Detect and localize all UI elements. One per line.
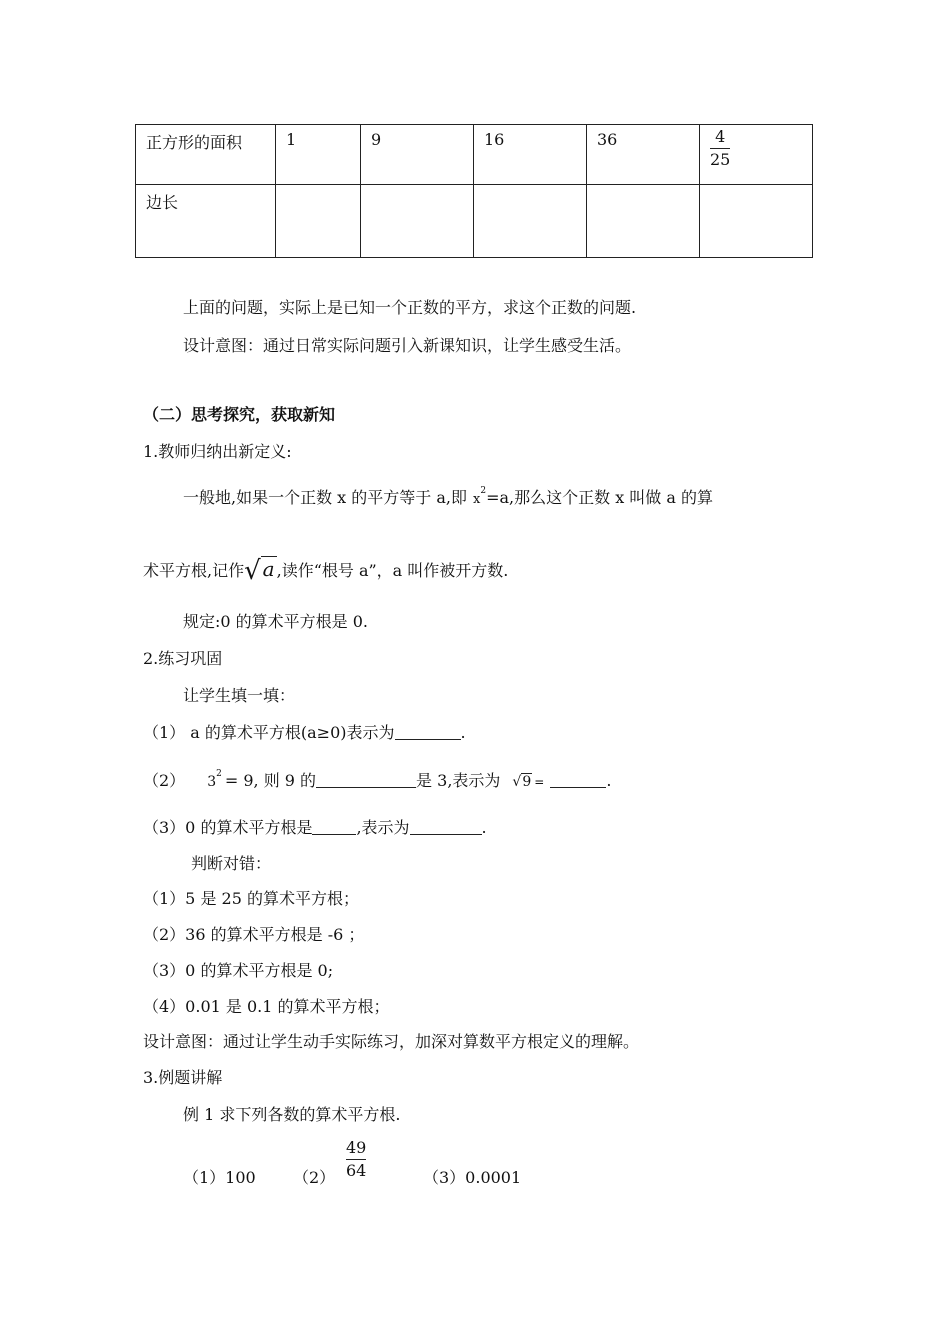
side-cell-3 xyxy=(474,185,587,258)
sqrt-radicand-a: a xyxy=(262,557,275,581)
definition-x: x xyxy=(473,492,481,507)
definition-text-d: ,读作“根号 a”，a 叫作被开方数. xyxy=(276,561,509,580)
design-intent-1: 设计意图：通过日常实际问题引入新课知识，让学生感受生活。 xyxy=(183,336,632,355)
question-3-text-b: ,表示为 xyxy=(356,818,410,837)
question-1-text: （1） a 的算术平方根(a≥0)表示为 xyxy=(143,723,395,742)
area-label-cell: 正方形的面积 xyxy=(136,125,276,185)
side-cell-1 xyxy=(276,185,361,258)
question-3-text-a: （3）0 的算术平方根是 xyxy=(143,818,313,837)
question-2-text-c: 是 3,表示为 xyxy=(416,771,501,790)
example-part-2-label: （2） xyxy=(293,1168,336,1187)
example-fraction-denominator: 64 xyxy=(346,1161,367,1180)
rule-text: 规定:0 的算术平方根是 0. xyxy=(183,612,369,631)
item-3-title: 3.例题讲解 xyxy=(143,1068,223,1087)
judge-item-1: （1）5 是 25 的算术平方根； xyxy=(143,889,359,908)
question-1 xyxy=(143,723,466,743)
side-cell-5 xyxy=(700,185,813,258)
question-2-end: . xyxy=(606,771,612,790)
question-2-exponent: 2 xyxy=(216,769,222,779)
question-2-label: （2） xyxy=(143,771,186,790)
item-2-title: 2.练习巩固 xyxy=(143,649,223,668)
judge-item-3: （3）0 的算术平方根是 0; xyxy=(143,961,334,980)
definition-line-1 xyxy=(183,481,713,510)
square-area-table xyxy=(135,124,813,258)
question-2-blank-2[interactable] xyxy=(550,771,606,788)
fraction-denominator: 25 xyxy=(710,150,731,169)
judge-heading: 判断对错： xyxy=(191,854,272,873)
question-3-blank-1[interactable] xyxy=(312,818,356,835)
fraction-4-25 xyxy=(710,127,730,170)
question-2-blank-1[interactable] xyxy=(316,771,416,788)
question-3-end: . xyxy=(481,818,487,837)
table-row-side xyxy=(136,185,813,258)
question-2-equals: = xyxy=(534,775,545,789)
question-1-end: . xyxy=(460,723,466,742)
judge-item-2: （2）36 的算术平方根是 -6 ； xyxy=(143,925,365,944)
area-cell-36: 36 xyxy=(587,125,700,185)
question-2-base: 3 xyxy=(207,774,217,790)
example-1-title: 例 1 求下列各数的算术平方根. xyxy=(183,1105,401,1124)
definition-text-b: =a,那么这个正数 x 叫做 a 的算 xyxy=(486,488,714,507)
item-1-title: 1.教师归纳出新定义: xyxy=(143,442,292,461)
table-row-area xyxy=(136,125,813,185)
area-cell-1: 1 xyxy=(276,125,361,185)
area-cell-16: 16 xyxy=(474,125,587,185)
example-part-1: （1）100 xyxy=(183,1168,256,1187)
definition-text-a: 一般地,如果一个正数 x 的平方等于 a,即 xyxy=(183,488,467,507)
section-heading: （二）思考探究，获取新知 xyxy=(143,405,336,424)
design-intent-2: 设计意图：通过让学生动手实际练习，加深对算数平方根定义的理解。 xyxy=(143,1032,640,1051)
side-cell-4 xyxy=(587,185,700,258)
question-2-text-b: = 9, 则 9 的 xyxy=(224,771,317,790)
definition-exponent: 2 xyxy=(480,486,487,496)
example-fraction-49-64 xyxy=(346,1138,366,1181)
intro-paragraph: 上面的问题，实际上是已知一个正数的平方，求这个正数的问题. xyxy=(183,298,637,317)
example-fraction-numerator: 49 xyxy=(346,1138,367,1157)
question-3-blank-2[interactable] xyxy=(410,818,482,835)
definition-text-c: 术平方根,记作 xyxy=(143,561,245,580)
question-2 xyxy=(143,764,611,792)
sqrt-radicand-9: 9 xyxy=(522,774,532,790)
side-label-cell: 边长 xyxy=(136,185,276,258)
fraction-numerator: 4 xyxy=(715,127,726,146)
sqrt-a-symbol: √ a xyxy=(244,556,275,586)
question-1-blank[interactable] xyxy=(395,723,461,740)
judge-item-4: （4）0.01 是 0.1 的算术平方根； xyxy=(143,997,390,1016)
area-cell-9: 9 xyxy=(361,125,474,185)
definition-line-2 xyxy=(143,556,509,586)
example-part-3: （3）0.0001 xyxy=(423,1168,522,1187)
area-cell-fraction xyxy=(700,125,813,185)
side-cell-2 xyxy=(361,185,474,258)
fill-intro: 让学生填一填： xyxy=(183,686,296,705)
question-3 xyxy=(143,818,487,838)
sqrt-9-symbol: √9 xyxy=(512,774,532,790)
